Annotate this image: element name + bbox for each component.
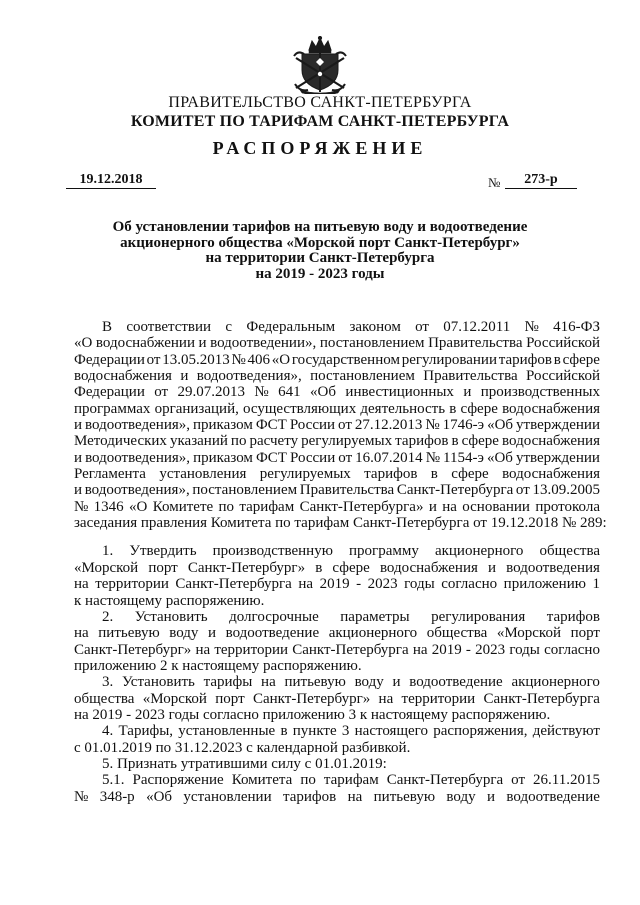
- word: акционерного: [434, 543, 524, 560]
- word: акционерного: [328, 625, 418, 642]
- word: регулировании: [401, 351, 497, 368]
- word: Санкт-Петербурга: [175, 576, 292, 593]
- word: настоящего: [354, 723, 428, 740]
- title-line: Об установлении тарифов на питьевую воду и водоотведение: [112, 219, 528, 235]
- word: приказом: [193, 449, 253, 466]
- committee-name: КОМИТЕТ ПО ТАРИФАМ САНКТ-ПЕТЕРБУРГА: [130, 113, 510, 130]
- text-line: [74, 625, 600, 641]
- word: от: [146, 351, 161, 368]
- word: водоотведение: [506, 788, 600, 805]
- word: от: [338, 417, 352, 434]
- word: 26.11.2015: [533, 772, 600, 789]
- word: сфере: [451, 466, 489, 483]
- word: территории: [95, 576, 169, 593]
- word: «Морской: [496, 625, 561, 642]
- word: программу: [349, 543, 419, 560]
- word: в: [451, 433, 459, 450]
- title-line: на территории Санкт-Петербурга: [205, 250, 435, 267]
- word: Установить: [134, 608, 208, 625]
- word: Утвердить: [129, 543, 197, 560]
- word: 641: [278, 384, 301, 401]
- word: Российской: [526, 368, 600, 385]
- word: сфере: [461, 433, 499, 450]
- word: пункте: [292, 723, 337, 740]
- word: 4.: [102, 723, 114, 740]
- word: водоотведения»,: [84, 482, 190, 499]
- word: с: [225, 319, 233, 335]
- word: 3: [341, 723, 350, 740]
- word: действуют: [532, 723, 600, 740]
- word: В: [102, 319, 113, 335]
- word: и: [180, 368, 189, 385]
- word: и: [74, 449, 83, 466]
- word: и: [486, 788, 496, 805]
- word: водоснабжении: [95, 335, 195, 352]
- word: «Об: [487, 417, 514, 434]
- word: 16.07.2014: [355, 449, 423, 466]
- word: организаций,: [154, 400, 239, 417]
- word: 2023: [367, 576, 398, 593]
- text-line: [74, 482, 600, 498]
- word: Федерации: [74, 351, 145, 368]
- word: и: [198, 335, 207, 352]
- text-line: [74, 642, 600, 658]
- word: деятельность: [360, 400, 446, 417]
- word: 2019: [319, 576, 350, 593]
- word: постановлением: [319, 335, 425, 352]
- word: на: [298, 576, 314, 593]
- document-type: РАСПОРЯЖЕНИЕ: [212, 138, 428, 158]
- word: водоснабжения: [502, 466, 600, 483]
- word: 07.12.2011: [443, 319, 511, 335]
- word: от: [415, 319, 429, 335]
- text-line: [102, 319, 600, 335]
- word: по: [300, 772, 316, 789]
- word: тарифов: [395, 433, 449, 450]
- word: Правительства: [299, 482, 395, 499]
- word: Правительства: [428, 335, 523, 352]
- word: порт: [215, 690, 245, 707]
- word: Санкт-Петербург»: [74, 641, 192, 658]
- word: утверждении: [515, 449, 600, 466]
- word: -: [356, 576, 362, 593]
- word: и: [74, 482, 83, 499]
- item-2-paragraph: [74, 608, 600, 674]
- item-5-paragraph: [88, 756, 600, 772]
- word: водоснабжения: [74, 368, 172, 385]
- word: в: [553, 351, 561, 368]
- word: водоотведении»,: [210, 335, 317, 352]
- word: 13.05.2013: [162, 351, 230, 368]
- word: сфере: [332, 559, 370, 576]
- word: 348-р: [99, 788, 135, 805]
- word: территории: [401, 690, 476, 707]
- word: постановлением: [310, 368, 415, 385]
- item-5-1-paragraph: [74, 772, 600, 805]
- word: Санкт-Петербурга: [396, 482, 514, 499]
- word: воду: [169, 625, 199, 642]
- word: согласно: [441, 576, 498, 593]
- word: согласно: [544, 641, 600, 658]
- word: протокола: [535, 498, 600, 515]
- word: производственных: [480, 384, 600, 401]
- word: указаний: [169, 433, 228, 450]
- word: №: [74, 498, 89, 515]
- word: Федеральным: [246, 319, 336, 335]
- word: производственную: [212, 543, 333, 560]
- word: в: [430, 466, 438, 483]
- coat-of-arms-emblem: [292, 36, 348, 94]
- item-1-paragraph: [74, 543, 600, 609]
- text-line: [74, 450, 600, 466]
- word: установленные: [178, 723, 276, 740]
- word: годы: [509, 641, 540, 658]
- word: приложению: [503, 576, 586, 593]
- preamble-paragraph: [74, 319, 607, 532]
- word: 1.: [102, 543, 114, 560]
- word: «О: [271, 351, 291, 368]
- word: общества: [426, 625, 488, 642]
- word: Санкт-Петербург»: [187, 559, 306, 576]
- word: на: [195, 641, 211, 658]
- text-line: [74, 789, 600, 805]
- word: Санкт-Петербурга: [292, 641, 409, 658]
- word: территории: [214, 641, 288, 658]
- word: в: [449, 400, 457, 417]
- word: от: [511, 772, 526, 789]
- word: тарифов: [498, 351, 552, 368]
- word: установлении: [183, 788, 272, 805]
- word: утверждении: [516, 417, 600, 434]
- word: Правительства: [423, 368, 518, 385]
- word: 1154-э: [443, 449, 484, 466]
- word: и: [208, 625, 217, 642]
- word: по: [218, 498, 235, 515]
- word: порт: [148, 559, 178, 576]
- word: порт: [570, 625, 600, 642]
- word: сфере: [562, 351, 600, 368]
- word: питьевую: [373, 788, 436, 805]
- word: Санкт-Петербурга: [483, 690, 600, 707]
- word: от: [154, 384, 169, 401]
- word: постановлением: [192, 482, 298, 499]
- word: водоснабжения: [379, 559, 478, 576]
- word: тарифов: [364, 466, 418, 483]
- word: годы: [404, 576, 435, 593]
- word: на: [261, 674, 276, 691]
- word: №: [425, 449, 440, 466]
- word: регулируемых: [259, 466, 351, 483]
- text-line: [74, 466, 600, 482]
- text-line: [102, 772, 600, 788]
- text-line: [102, 674, 600, 690]
- word: 29.07.2013: [177, 384, 246, 401]
- word: на: [442, 498, 457, 515]
- word: №: [425, 417, 440, 434]
- word: общества: [539, 543, 600, 560]
- word: и: [74, 417, 83, 434]
- word: параметры: [340, 608, 410, 625]
- word: водоотведения»,: [85, 417, 191, 434]
- word: «Морской: [142, 690, 207, 707]
- word: водоснабжения: [502, 433, 600, 450]
- word: ФСТ: [255, 449, 287, 466]
- word: и: [428, 498, 437, 515]
- government-name: ПРАВИТЕЛЬСТВО САНКТ-ПЕТЕРБУРГА: [168, 94, 472, 111]
- text-line: [74, 335, 600, 351]
- title-line: акционерного общества «Морской порт Санкт-Петербург»: [120, 234, 520, 251]
- title-line: на 2019 - 2023 годы: [255, 266, 385, 283]
- word: Методических: [74, 433, 167, 450]
- word: питьевую: [98, 625, 160, 642]
- word: на: [378, 690, 394, 707]
- text-line: [74, 417, 600, 433]
- word: Комитете: [152, 498, 214, 515]
- word: 5.1.: [102, 772, 125, 789]
- word: Санкт-Петербург»: [252, 690, 371, 707]
- word: «Об: [486, 449, 513, 466]
- text-line: заседания правления Комитета по тарифам Санкт-Петербурга от 19.12.2018 № 289:: [74, 515, 607, 532]
- text-line: [74, 384, 600, 400]
- word: распоряжения,: [433, 723, 528, 740]
- word: регулирования: [431, 608, 526, 625]
- document-date: 19.12.2018: [66, 172, 156, 189]
- text-line: [74, 560, 600, 576]
- word: тарифам: [239, 498, 295, 515]
- word: водоотведения»,: [196, 368, 302, 385]
- text-line: [102, 543, 600, 559]
- word: водоотведения: [506, 559, 600, 576]
- word: 2.: [102, 608, 114, 625]
- word: программах: [74, 400, 151, 417]
- text-line: к настоящему распоряжению.: [74, 592, 265, 609]
- word: осуществляющих: [243, 400, 357, 417]
- text-line: [74, 691, 600, 707]
- word: приказом: [193, 417, 253, 434]
- document-body: [74, 319, 607, 805]
- text-line: 5. Признать утратившими силу с 01.01.2019:: [102, 755, 387, 772]
- text-line: с 01.01.2019 по 31.12.2023 с календарной разбивкой.: [74, 739, 411, 756]
- word: Регламента: [74, 466, 146, 483]
- word: инвестиционных: [345, 384, 454, 401]
- word: Тарифы,: [118, 723, 174, 740]
- text-line: [74, 576, 600, 592]
- word: «Об: [146, 788, 173, 805]
- word: на: [347, 788, 363, 805]
- word: 3.: [102, 674, 114, 691]
- word: общества: [74, 690, 135, 707]
- word: 1746-э: [442, 417, 485, 434]
- word: и: [392, 674, 401, 691]
- item-4-paragraph: [74, 723, 600, 756]
- word: государственном: [291, 351, 400, 368]
- word: в: [315, 559, 323, 576]
- word: России: [290, 449, 336, 466]
- word: Комитета: [231, 772, 293, 789]
- word: по: [230, 433, 247, 450]
- word: тарифов: [282, 788, 337, 805]
- word: воду: [446, 788, 476, 805]
- word: на: [74, 625, 89, 642]
- word: расчету: [249, 433, 299, 450]
- word: 406: [247, 351, 271, 368]
- word: воду: [354, 674, 384, 691]
- word: «О: [74, 335, 93, 352]
- word: водоотведение: [225, 625, 320, 642]
- text-line: [74, 401, 600, 417]
- word: 2019: [431, 641, 462, 658]
- word: №: [74, 788, 89, 805]
- text-line: [102, 723, 600, 739]
- word: водоотведения»,: [85, 449, 191, 466]
- word: акционерного: [511, 674, 600, 691]
- word: Установить: [121, 674, 195, 691]
- word: водоснабжения: [502, 400, 600, 417]
- text-line: приложению 2 к настоящему распоряжению.: [74, 657, 362, 674]
- document-title: [0, 220, 640, 283]
- word: от: [515, 482, 530, 499]
- word: регулируемых: [301, 433, 393, 450]
- word: 416-ФЗ: [553, 319, 600, 335]
- item-3-paragraph: [74, 674, 600, 723]
- word: -: [465, 641, 471, 658]
- word: Распоряжение: [132, 772, 224, 789]
- word: от: [338, 449, 353, 466]
- word: Санкт-Петербурга: [386, 772, 504, 789]
- word: питьевую: [284, 674, 346, 691]
- word: Российской: [526, 335, 600, 352]
- word: ФСТ: [255, 417, 287, 434]
- text-line: на 2019 - 2023 годы согласно приложению 3 к настоящему распоряжению.: [74, 706, 551, 723]
- word: 13.09.2005: [532, 482, 600, 499]
- text-line: [74, 433, 600, 449]
- word: «О: [129, 498, 148, 515]
- word: 1: [592, 576, 600, 593]
- text-line: [102, 609, 600, 625]
- number-sign: №: [488, 175, 501, 190]
- text-line: [74, 352, 600, 368]
- word: №: [524, 319, 539, 335]
- text-line: [74, 368, 600, 384]
- word: 2023: [475, 641, 506, 658]
- word: на: [74, 576, 89, 593]
- word: тарифов: [546, 608, 600, 625]
- word: в: [280, 723, 288, 740]
- word: 1346: [93, 498, 124, 515]
- word: установления: [159, 466, 247, 483]
- word: тарифы: [203, 674, 253, 691]
- word: Федерации: [74, 384, 145, 401]
- word: 27.12.2013: [354, 417, 423, 434]
- word: сфере: [460, 400, 498, 417]
- word: России: [289, 417, 336, 434]
- word: Санкт-Петербурга»: [299, 498, 424, 515]
- word: №: [231, 351, 246, 368]
- word: и: [488, 559, 497, 576]
- word: тарифам: [323, 772, 379, 789]
- word: на: [412, 641, 428, 658]
- word: основании: [462, 498, 530, 515]
- word: долгосрочные: [229, 608, 319, 625]
- text-line: [74, 499, 600, 515]
- word: законом: [349, 319, 401, 335]
- word: «Об: [310, 384, 337, 401]
- word: и: [463, 384, 472, 401]
- document-number: 273-р: [505, 172, 577, 189]
- word: №: [254, 384, 269, 401]
- word: водоотведение: [409, 674, 503, 691]
- word: соответствии: [126, 319, 212, 335]
- word: «Морской: [74, 559, 139, 576]
